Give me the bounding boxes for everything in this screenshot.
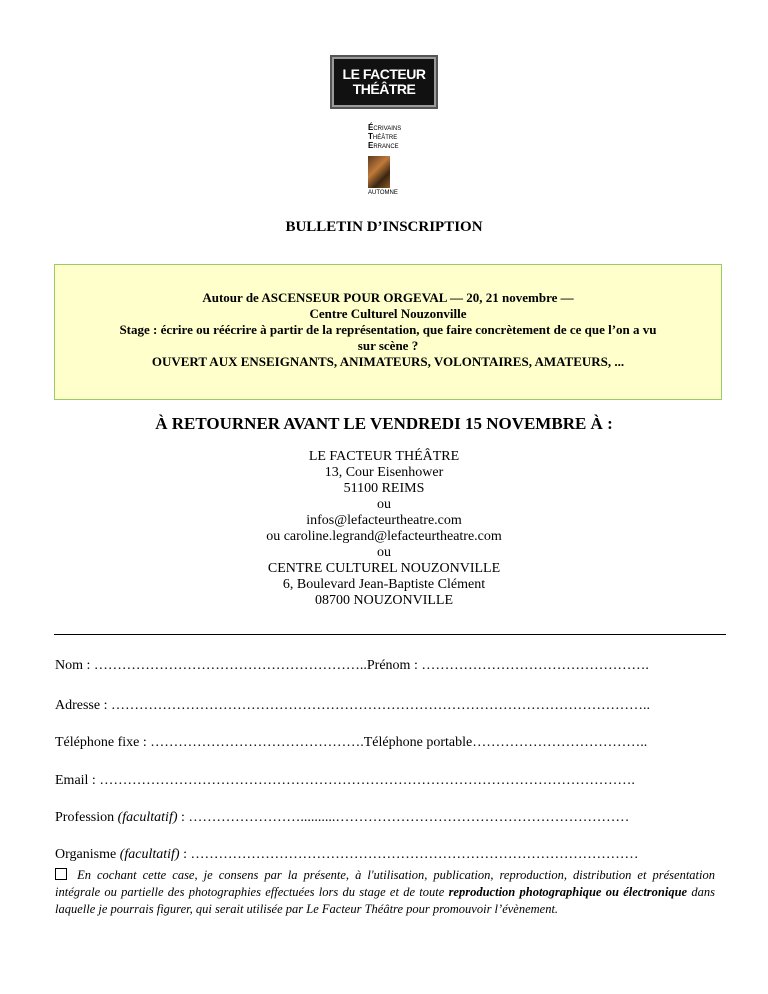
organisation-dots: : …………………………………………………………………………………… bbox=[179, 847, 639, 862]
ete-initial-2: T bbox=[368, 132, 373, 141]
event-line-3: Stage : écrire ou réécrire à partir de la représentation, que faire concrètement de ce que l’on a vu bbox=[119, 322, 657, 337]
profession-optional-note: (facultatif) bbox=[117, 810, 178, 825]
ete-autumn-label: AUTOMNE bbox=[368, 190, 398, 196]
logo-line-2: THÉÂTRE bbox=[352, 81, 416, 97]
ete-initial-1: É bbox=[368, 123, 374, 132]
event-line-5: OUVERT AUX ENSEIGNANTS, ANIMATEURS, VOLONTAIRES, AMATEURS, ... bbox=[151, 354, 625, 369]
autumn-forest-photo bbox=[368, 156, 390, 188]
profession-label: Profession bbox=[55, 810, 118, 825]
organisation-optional-note: (facultatif) bbox=[119, 847, 180, 862]
phone-field[interactable]: Téléphone fixe : ……………………………………….Téléphone portable……………………………….. bbox=[55, 735, 648, 750]
logo-line-1: LE FACTEUR bbox=[342, 66, 426, 82]
name-field[interactable]: Nom : …………………………………………………..Prénom : …………………………………………. bbox=[55, 658, 649, 673]
event-line-1: Autour de ASCENSEUR POUR ORGEVAL — 20, 21 novembre — bbox=[202, 290, 574, 305]
le-facteur-theatre-logo bbox=[334, 59, 434, 105]
profession-field[interactable] bbox=[55, 810, 629, 826]
address-line: 51100 REIMS bbox=[343, 481, 425, 496]
ete-logo-text bbox=[368, 124, 400, 156]
return-addresses bbox=[0, 449, 768, 609]
ete-word-3: RRANCE bbox=[373, 144, 399, 150]
address-line: ou bbox=[377, 545, 391, 560]
address-line: LE FACTEUR THÉÂTRE bbox=[308, 449, 460, 464]
divider bbox=[54, 634, 726, 635]
ete-initial-3: E bbox=[368, 141, 374, 150]
consent-text-1: En cochant cette case, je consens par la présente, à l'utilisation, publication, reproduction, distribution et présentation intégrale ou partielle des photographies effectuées lors du stage et de toute bbox=[55, 868, 716, 899]
photo-consent bbox=[55, 867, 715, 918]
ete-word-1: CRIVAINS bbox=[373, 126, 402, 132]
event-info-box bbox=[54, 264, 722, 400]
address-line: 13, Cour Eisenhower bbox=[324, 465, 444, 480]
consent-text-2: dans laquelle je pourrais figurer, qui serait utilisée par Le Facteur Théâtre pour promouvoir l’évènement. bbox=[55, 885, 715, 916]
organisation-field[interactable] bbox=[55, 847, 638, 863]
return-deadline-heading: À RETOURNER AVANT LE VENDREDI 15 NOVEMBRE À : bbox=[155, 414, 613, 433]
address-line: 6, Boulevard Jean-Baptiste Clément bbox=[282, 577, 486, 592]
ete-word-2: HÉÂTRE bbox=[372, 135, 398, 141]
event-line-2: Centre Culturel Nouzonville bbox=[309, 306, 467, 321]
page-title: BULLETIN D’INSCRIPTION bbox=[285, 219, 483, 235]
address-line: CENTRE CULTUREL NOUZONVILLE bbox=[267, 561, 501, 576]
email-link[interactable]: infos@lefacteurtheatre.com bbox=[306, 513, 462, 528]
ete-festival-logo bbox=[368, 124, 400, 200]
address-line: 08700 NOUZONVILLE bbox=[314, 593, 454, 608]
email-link[interactable]: ou caroline.legrand@lefacteurtheatre.com bbox=[266, 529, 502, 544]
consent-text-bold: reproduction photographique ou électronique bbox=[448, 885, 688, 899]
address-line: ou bbox=[377, 497, 391, 512]
email-field[interactable]: Email : ……………………………………………………………………………………………………. bbox=[55, 773, 635, 788]
event-line-4: sur scène ? bbox=[357, 338, 419, 353]
profession-dots: : ……………………..........……………………………………………………… bbox=[177, 810, 630, 825]
organisation-label: Organisme bbox=[55, 847, 120, 862]
consent-checkbox[interactable] bbox=[55, 868, 67, 880]
address-field[interactable]: Adresse : …………………………………………………………………………………………………….. bbox=[55, 698, 650, 713]
